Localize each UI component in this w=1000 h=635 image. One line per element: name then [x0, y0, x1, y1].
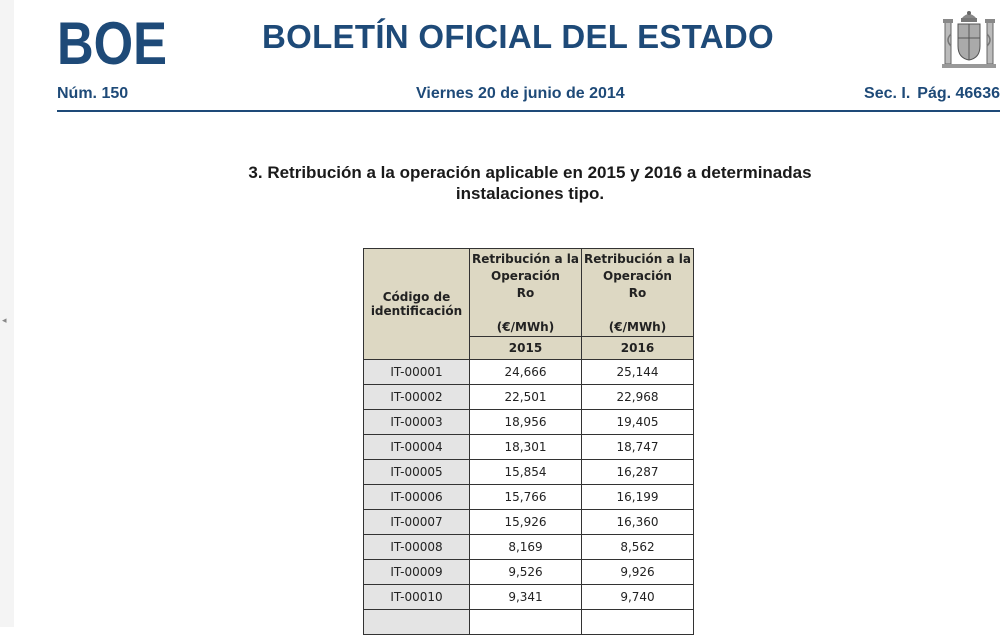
table-row	[364, 535, 694, 560]
header-divider	[57, 110, 1000, 112]
row-value-2015: 9,341	[470, 585, 582, 610]
row-value-2016: 19,405	[582, 410, 694, 435]
header-2015-line1: Retribución a la	[472, 252, 579, 266]
row-value-2015: 18,301	[470, 435, 582, 460]
row-value-2015: 22,501	[470, 385, 582, 410]
row-code: IT-00009	[364, 560, 470, 585]
section-heading	[200, 162, 860, 204]
row-value-2016: 16,360	[582, 510, 694, 535]
table-row	[364, 360, 694, 385]
row-value-2015: 15,766	[470, 485, 582, 510]
issue-date: Viernes 20 de junio de 2014	[416, 85, 625, 102]
boe-logo	[56, 10, 168, 77]
header-year-2015: 2015	[470, 337, 582, 360]
table-row	[364, 435, 694, 460]
row-value-2016: 16,199	[582, 485, 694, 510]
row-code: IT-00010	[364, 585, 470, 610]
table-row	[364, 485, 694, 510]
section-label: Sec. I.	[864, 85, 911, 102]
row-value-2016	[582, 610, 694, 635]
header-2016-line1: Retribución a la	[584, 252, 691, 266]
header-2016-line2: Operación	[603, 269, 672, 283]
row-value-2015: 15,926	[470, 510, 582, 535]
row-code: IT-00005	[364, 460, 470, 485]
row-value-2016: 9,926	[582, 560, 694, 585]
row-value-2015	[470, 610, 582, 635]
table-row	[364, 460, 694, 485]
row-code	[364, 610, 470, 635]
table-row	[364, 560, 694, 585]
table-row	[364, 585, 694, 610]
header-year-2016: 2016	[582, 337, 694, 360]
row-code: IT-00007	[364, 510, 470, 535]
section-page	[864, 85, 1000, 103]
row-value-2016: 25,144	[582, 360, 694, 385]
header-2015-line3: Ro	[516, 286, 535, 300]
header-2016-unit: (€/MWh)	[608, 320, 667, 334]
retribution-table	[363, 248, 694, 635]
row-code: IT-00004	[364, 435, 470, 460]
header-code: Código de identificación	[364, 249, 470, 360]
row-code: IT-00002	[364, 385, 470, 410]
row-value-2015: 15,854	[470, 460, 582, 485]
row-value-2016: 9,740	[582, 585, 694, 610]
row-value-2016: 16,287	[582, 460, 694, 485]
header-2015	[470, 249, 582, 337]
header-2015-line2: Operación	[491, 269, 560, 283]
table-row	[364, 610, 694, 635]
svg-text:BOE: BOE	[57, 10, 167, 77]
section-heading-line2: instalaciones tipo.	[455, 184, 605, 203]
header-2016-line3: Ro	[628, 286, 647, 300]
coat-of-arms-icon	[940, 8, 998, 72]
issue-number: Núm. 150	[57, 85, 129, 102]
table-row	[364, 385, 694, 410]
table-row	[364, 410, 694, 435]
header-2016	[582, 249, 694, 337]
row-code: IT-00001	[364, 360, 470, 385]
left-gutter	[0, 0, 14, 627]
row-code: IT-00003	[364, 410, 470, 435]
row-value-2016: 18,747	[582, 435, 694, 460]
row-value-2015: 9,526	[470, 560, 582, 585]
row-code: IT-00008	[364, 535, 470, 560]
row-value-2015: 24,666	[470, 360, 582, 385]
issue-info-bar	[57, 85, 1000, 107]
row-value-2015: 18,956	[470, 410, 582, 435]
row-value-2016: 8,562	[582, 535, 694, 560]
page-number: Pág. 46636	[917, 85, 1000, 102]
row-code: IT-00006	[364, 485, 470, 510]
table-row	[364, 510, 694, 535]
scroll-left-arrow-icon[interactable]: ◂	[2, 315, 7, 325]
header-2015-unit: (€/MWh)	[496, 320, 555, 334]
page-title: BOLETÍN OFICIAL DEL ESTADO	[262, 18, 774, 55]
row-value-2015: 8,169	[470, 535, 582, 560]
section-heading-line1: 3. Retribución a la operación aplicable en 2015 y 2016 a determinadas	[248, 163, 812, 182]
row-value-2016: 22,968	[582, 385, 694, 410]
